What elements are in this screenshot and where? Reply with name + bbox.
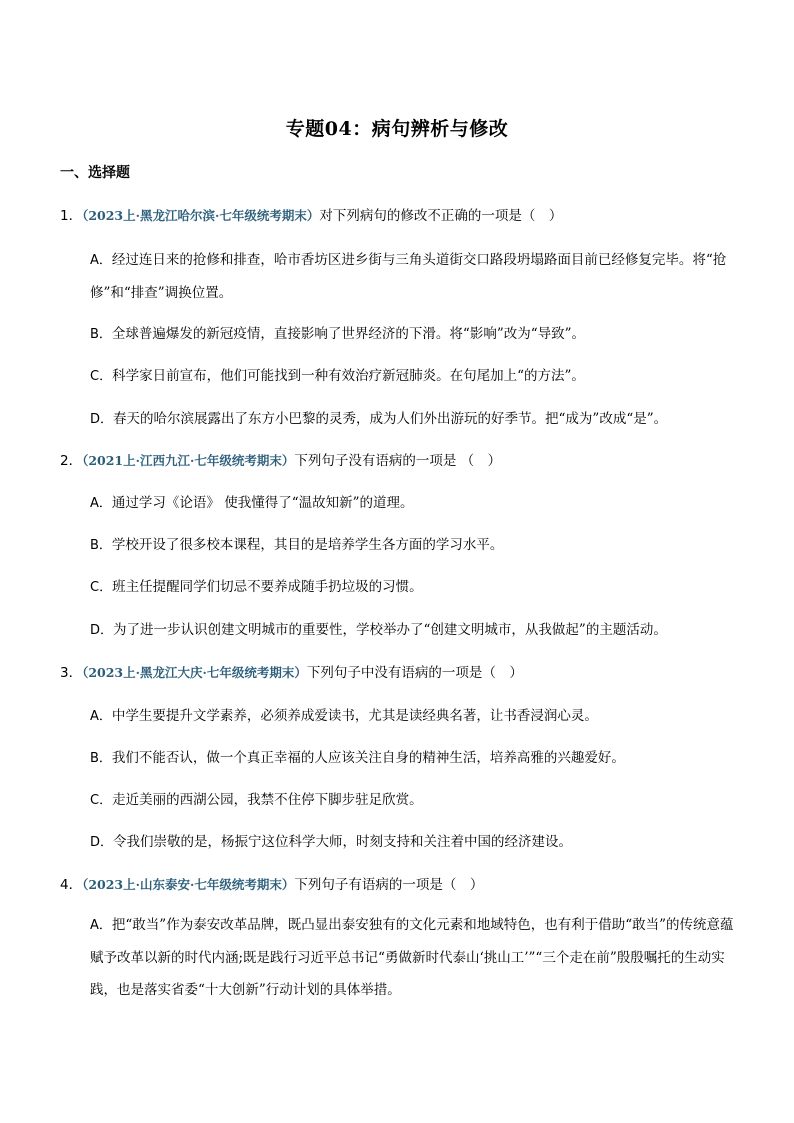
question-source: （2023上·山东泰安·七年级统考期末）: [82, 877, 295, 892]
option-letter: B．: [90, 327, 112, 342]
option-letter: C．: [90, 793, 113, 808]
question-text: 下列句子没有语病的一项是 （ ）: [294, 453, 502, 469]
question-2: [60, 451, 740, 638]
option-letter: A．: [90, 709, 112, 724]
option-text: 学校开设了很多校本课程，其目的是培养学生各方面的学习水平。: [111, 537, 504, 553]
option-text: 把“敢当”作为泰安改革品牌，既凸显出泰安独有的文化元素和地域特色，也有利于借助“敢当”的传统意蕴赋予改革以新的时代内涵;既是践行习近平总书记“勇做新时代泰山‘挑山工’”“三个走在前”殷殷嘱托的生动实践，也是落实省委“十大创新”行动计划的具体举措。: [90, 917, 734, 998]
option-letter: A．: [90, 253, 112, 268]
question-number: 4．: [60, 877, 83, 893]
option-letter: A．: [90, 496, 112, 511]
option-text: 春天的哈尔滨展露出了东方小巴黎的灵秀，成为人们外出游玩的好季节。把“成为”改成“是”。: [113, 411, 668, 427]
question-number: 3．: [60, 665, 83, 681]
option-text: 通过学习《论语》 使我懂得了“温故知新”的道理。: [111, 495, 414, 511]
option-text: 我们不能否认，做一个真正幸福的人应该关注自身的精神生活，培养高雅的兴趣爱好。: [111, 750, 625, 766]
question-3: [60, 663, 740, 850]
option-c[interactable]: [90, 359, 740, 394]
option-a[interactable]: [90, 909, 740, 1006]
question-source: （2023上·黑龙江大庆·七年级统考期末）: [82, 665, 307, 680]
option-d[interactable]: [90, 825, 740, 860]
option-letter: C．: [90, 580, 113, 595]
option-d[interactable]: [90, 613, 740, 648]
option-a[interactable]: [90, 486, 740, 521]
option-text: 科学家日前宣布，他们可能找到一种有效治疗新冠肺炎。在句尾加上“的方法”。: [112, 368, 585, 384]
option-text: 为了进一步认识创建文明城市的重要性，学校举办了“创建文明城市，从我做起”的主题活动。: [113, 622, 667, 638]
question-number: 2．: [60, 453, 83, 469]
question-text: 对下列病句的修改不正确的一项是（ ）: [319, 208, 563, 224]
option-b[interactable]: [90, 741, 740, 776]
option-text: 班主任提醒同学们切忌不要养成随手扔垃圾的习惯。: [112, 579, 423, 595]
option-c[interactable]: [90, 570, 740, 605]
section-heading: 一、选择题: [60, 165, 130, 181]
option-c[interactable]: [90, 783, 740, 818]
option-letter: B．: [90, 751, 112, 766]
option-letter: B．: [90, 538, 112, 553]
page-title: 专题04：病句辨析与修改: [285, 118, 509, 140]
option-text: 全球普遍爆发的新冠疫情，直接影响了世界经济的下滑。将“影响”改为“导致”。: [111, 326, 586, 342]
option-letter: C．: [90, 369, 113, 384]
question-stem: [60, 451, 740, 471]
option-text: 走近美丽的西湖公园，我禁不住停下脚步驻足欣赏。: [112, 792, 423, 808]
option-b[interactable]: [90, 528, 740, 563]
option-b[interactable]: [90, 317, 740, 352]
question-source: （2023上·黑龙江哈尔滨·七年级统考期末）: [82, 208, 320, 223]
option-d[interactable]: [90, 402, 740, 437]
question-number: 1．: [60, 208, 83, 224]
option-text: 经过连日来的抢修和排查，哈市香坊区进乡街与三角头道街交口路段坍塌路面目前已经修复完毕。将“抢修”和“排查”调换位置。: [90, 252, 727, 301]
question-stem: [60, 663, 740, 683]
question-text: 下列句子有语病的一项是（ ）: [294, 877, 484, 893]
option-letter: D．: [90, 835, 114, 850]
option-text: 中学生要提升文学素养，必须养成爱读书，尤其是读经典名著，让书香浸润心灵。: [111, 708, 598, 724]
option-a[interactable]: [90, 244, 740, 309]
option-letter: D．: [90, 623, 114, 638]
question-stem: [60, 206, 740, 226]
question-4: [60, 875, 740, 998]
option-letter: D．: [90, 412, 114, 427]
question-source: （2021上·江西九江·七年级统考期末）: [82, 453, 295, 468]
option-a[interactable]: [90, 699, 740, 734]
question-1: [60, 206, 740, 427]
option-text: 令我们崇敬的是，杨振宁这位科学大师，时刻支持和关注着中国的经济建设。: [113, 834, 573, 850]
option-letter: A．: [90, 918, 112, 933]
question-stem: [60, 875, 740, 895]
question-text: 下列句子中没有语病的一项是（ ）: [306, 665, 523, 681]
